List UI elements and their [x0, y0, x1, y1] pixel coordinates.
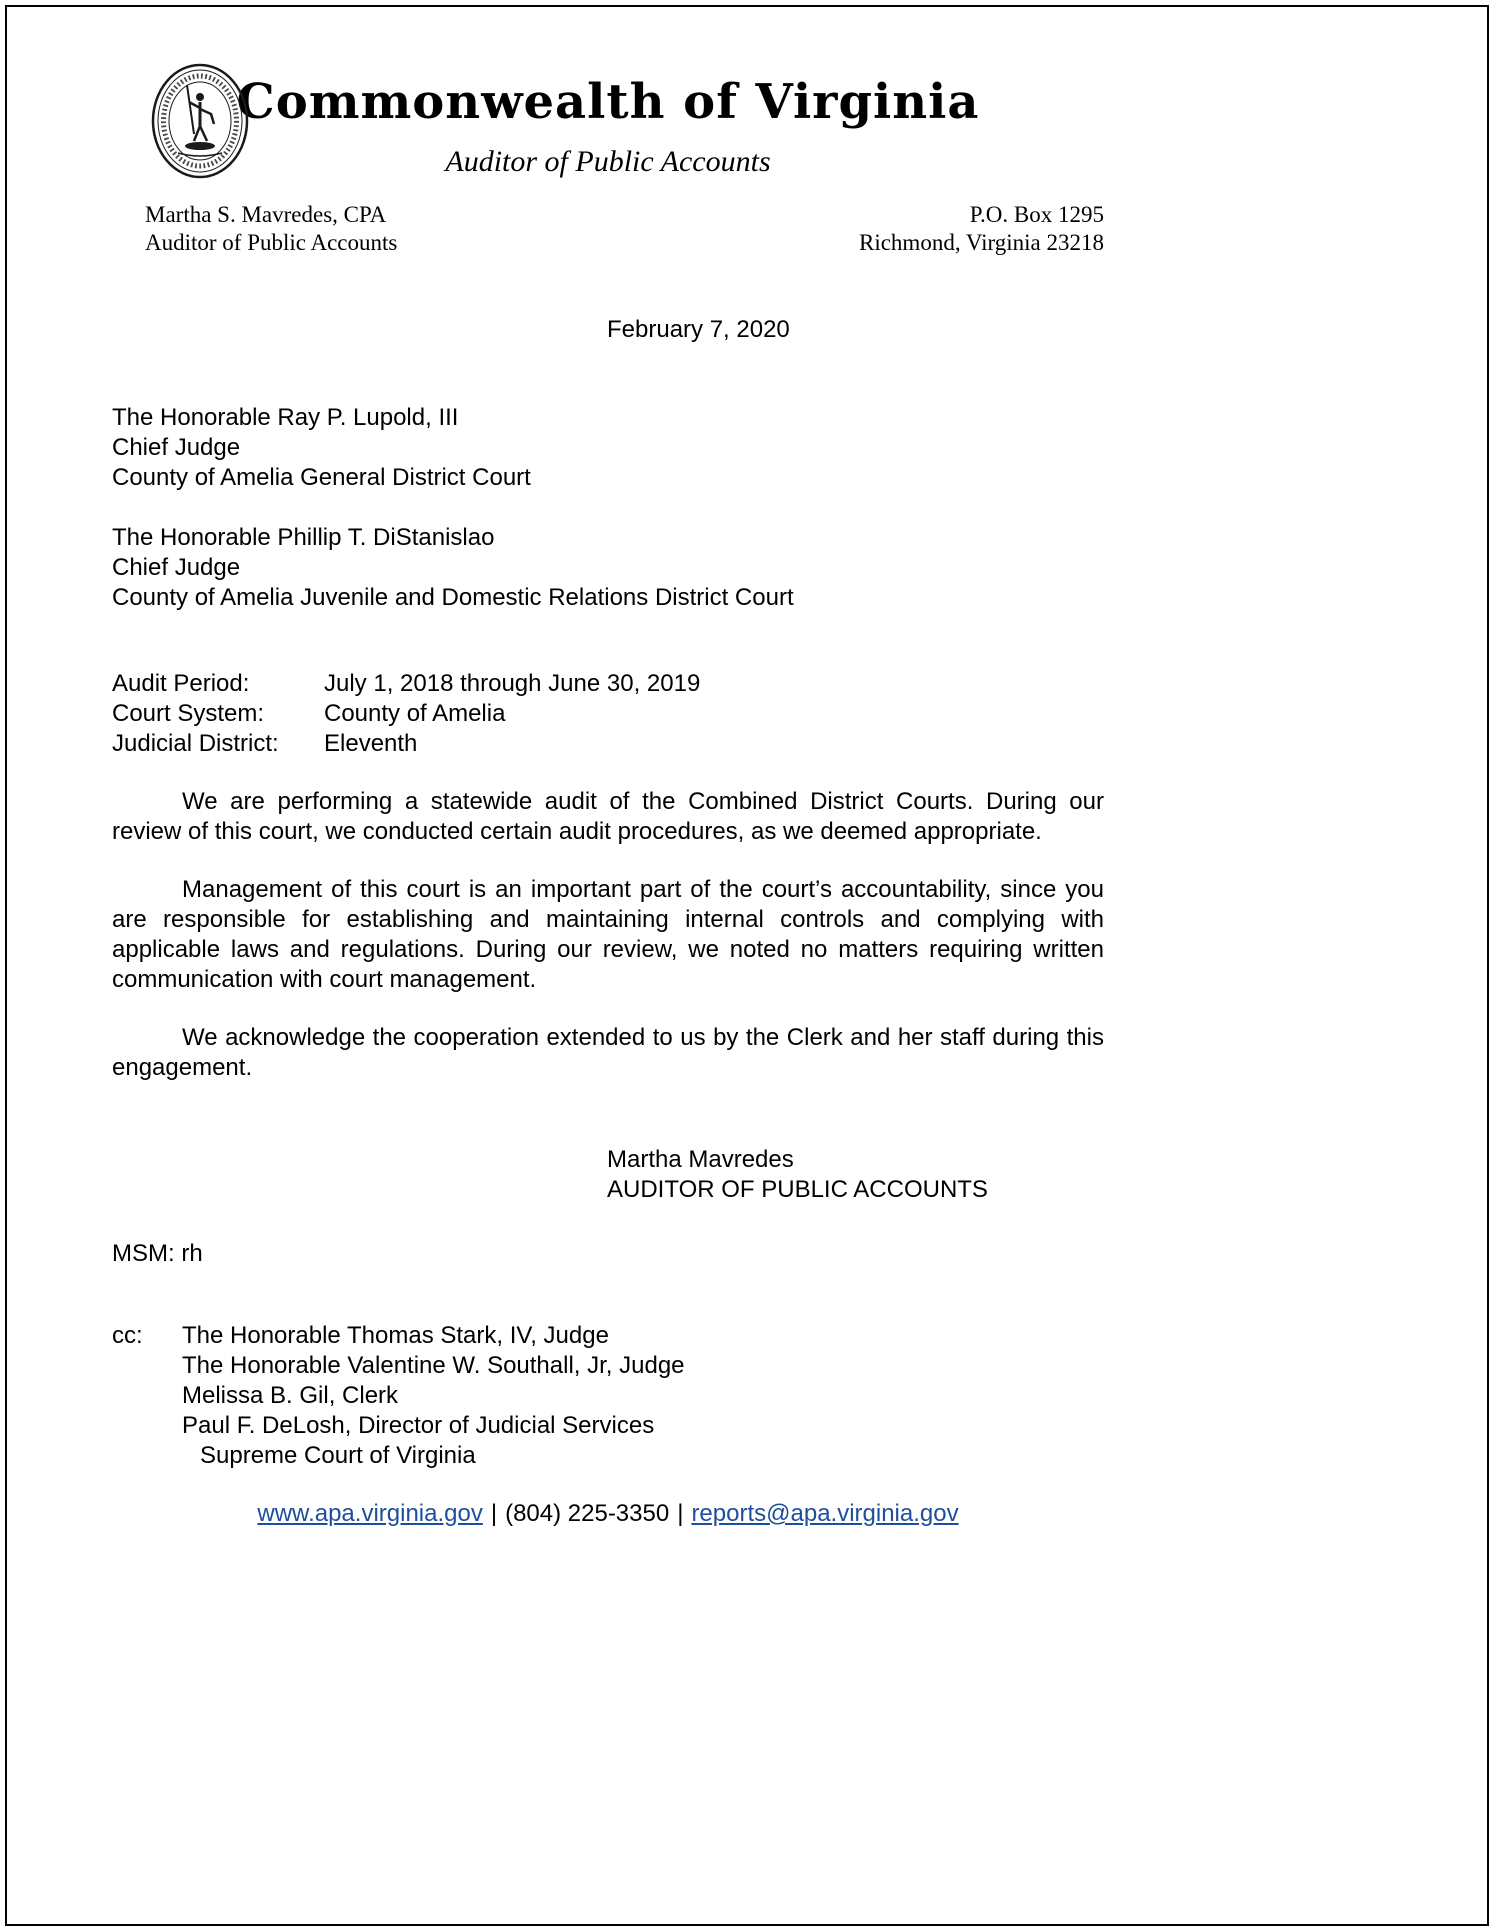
recipient-block — [112, 403, 1104, 493]
footer-phone: (804) 225-3350 — [505, 1499, 670, 1527]
cc-item: Paul F. DeLosh, Director of Judicial Services — [182, 1411, 655, 1439]
meta-label: Court System: — [112, 699, 265, 727]
letterhead-contacts — [112, 201, 1104, 257]
cc-label: cc: — [112, 1321, 143, 1349]
signature-name: Martha Mavredes — [607, 1145, 794, 1173]
paragraph: Management of this court is an important part of the court’s accountability, since you are responsible for establishing and maintaining internal controls and complying with applicable laws and regulations. During our review, we noted no matters requiring written communication with court management. — [112, 875, 1104, 993]
paragraph: We are performing a statewide audit of the Combined District Courts. During our review of this court, we conducted certain audit procedures, as we deemed appropriate. — [112, 787, 1104, 845]
cc-list — [182, 1321, 1104, 1471]
address-block — [859, 201, 1104, 257]
meta-label: Audit Period: — [112, 669, 250, 697]
meta-row — [112, 669, 1104, 699]
cc-block — [112, 1321, 1104, 1471]
org-subtitle: Auditor of Public Accounts — [445, 144, 771, 178]
letter-date: February 7, 2020 — [607, 315, 790, 343]
virginia-state-seal-icon — [150, 62, 250, 180]
cc-item: Supreme Court of Virginia — [200, 1441, 476, 1469]
footer-separator: | — [490, 1499, 498, 1527]
signature-block — [607, 1145, 1104, 1205]
address-line: P.O. Box 1295 — [969, 201, 1104, 227]
signature-title: AUDITOR OF PUBLIC ACCOUNTS — [607, 1175, 988, 1203]
recipient-line: The Honorable Ray P. Lupold, III — [112, 403, 459, 431]
meta-value: County of Amelia — [324, 699, 506, 727]
footer-email-link[interactable]: reports@apa.virginia.gov — [691, 1499, 959, 1527]
footer-separator: | — [677, 1499, 684, 1527]
official-title: Auditor of Public Accounts — [145, 229, 398, 255]
recipient-line: Chief Judge — [112, 553, 241, 581]
cc-item: The Honorable Valentine W. Southall, Jr, Judge — [182, 1351, 685, 1379]
official-name: Martha S. Mavredes, CPA — [145, 201, 387, 227]
letter-body — [112, 315, 1104, 1529]
meta-row — [112, 729, 1104, 759]
footer-website-link[interactable]: www.apa.virginia.gov — [257, 1499, 483, 1527]
recipient-line: County of Amelia General District Court — [112, 463, 531, 491]
meta-label: Judicial District: — [112, 729, 279, 757]
reference-initials: MSM: rh — [112, 1239, 203, 1267]
footer-contact-line — [112, 1499, 1104, 1529]
recipient-line: County of Amelia Juvenile and Domestic Relations District Court — [112, 583, 794, 611]
recipient-line: Chief Judge — [112, 433, 241, 461]
meta-value: July 1, 2018 through June 30, 2019 — [324, 669, 701, 697]
org-name: Commonwealth of Virginia — [236, 74, 980, 130]
paragraph: We acknowledge the cooperation extended to us by the Clerk and her staff during this engagement. — [112, 1023, 1104, 1081]
letter-content — [112, 0, 1104, 1529]
address-line: Richmond, Virginia 23218 — [858, 229, 1104, 255]
meta-row — [112, 699, 1104, 729]
cc-item: The Honorable Thomas Stark, IV, Judge — [182, 1321, 609, 1349]
letter-paragraphs — [112, 787, 1104, 1083]
recipient-line: The Honorable Phillip T. DiStanislao — [112, 523, 495, 551]
meta-value: Eleventh — [324, 729, 418, 757]
official-block — [145, 201, 397, 257]
recipient-block — [112, 523, 1104, 613]
letterhead — [112, 0, 1104, 257]
cc-item: Melissa B. Gil, Clerk — [182, 1381, 399, 1409]
audit-meta — [112, 669, 1104, 759]
